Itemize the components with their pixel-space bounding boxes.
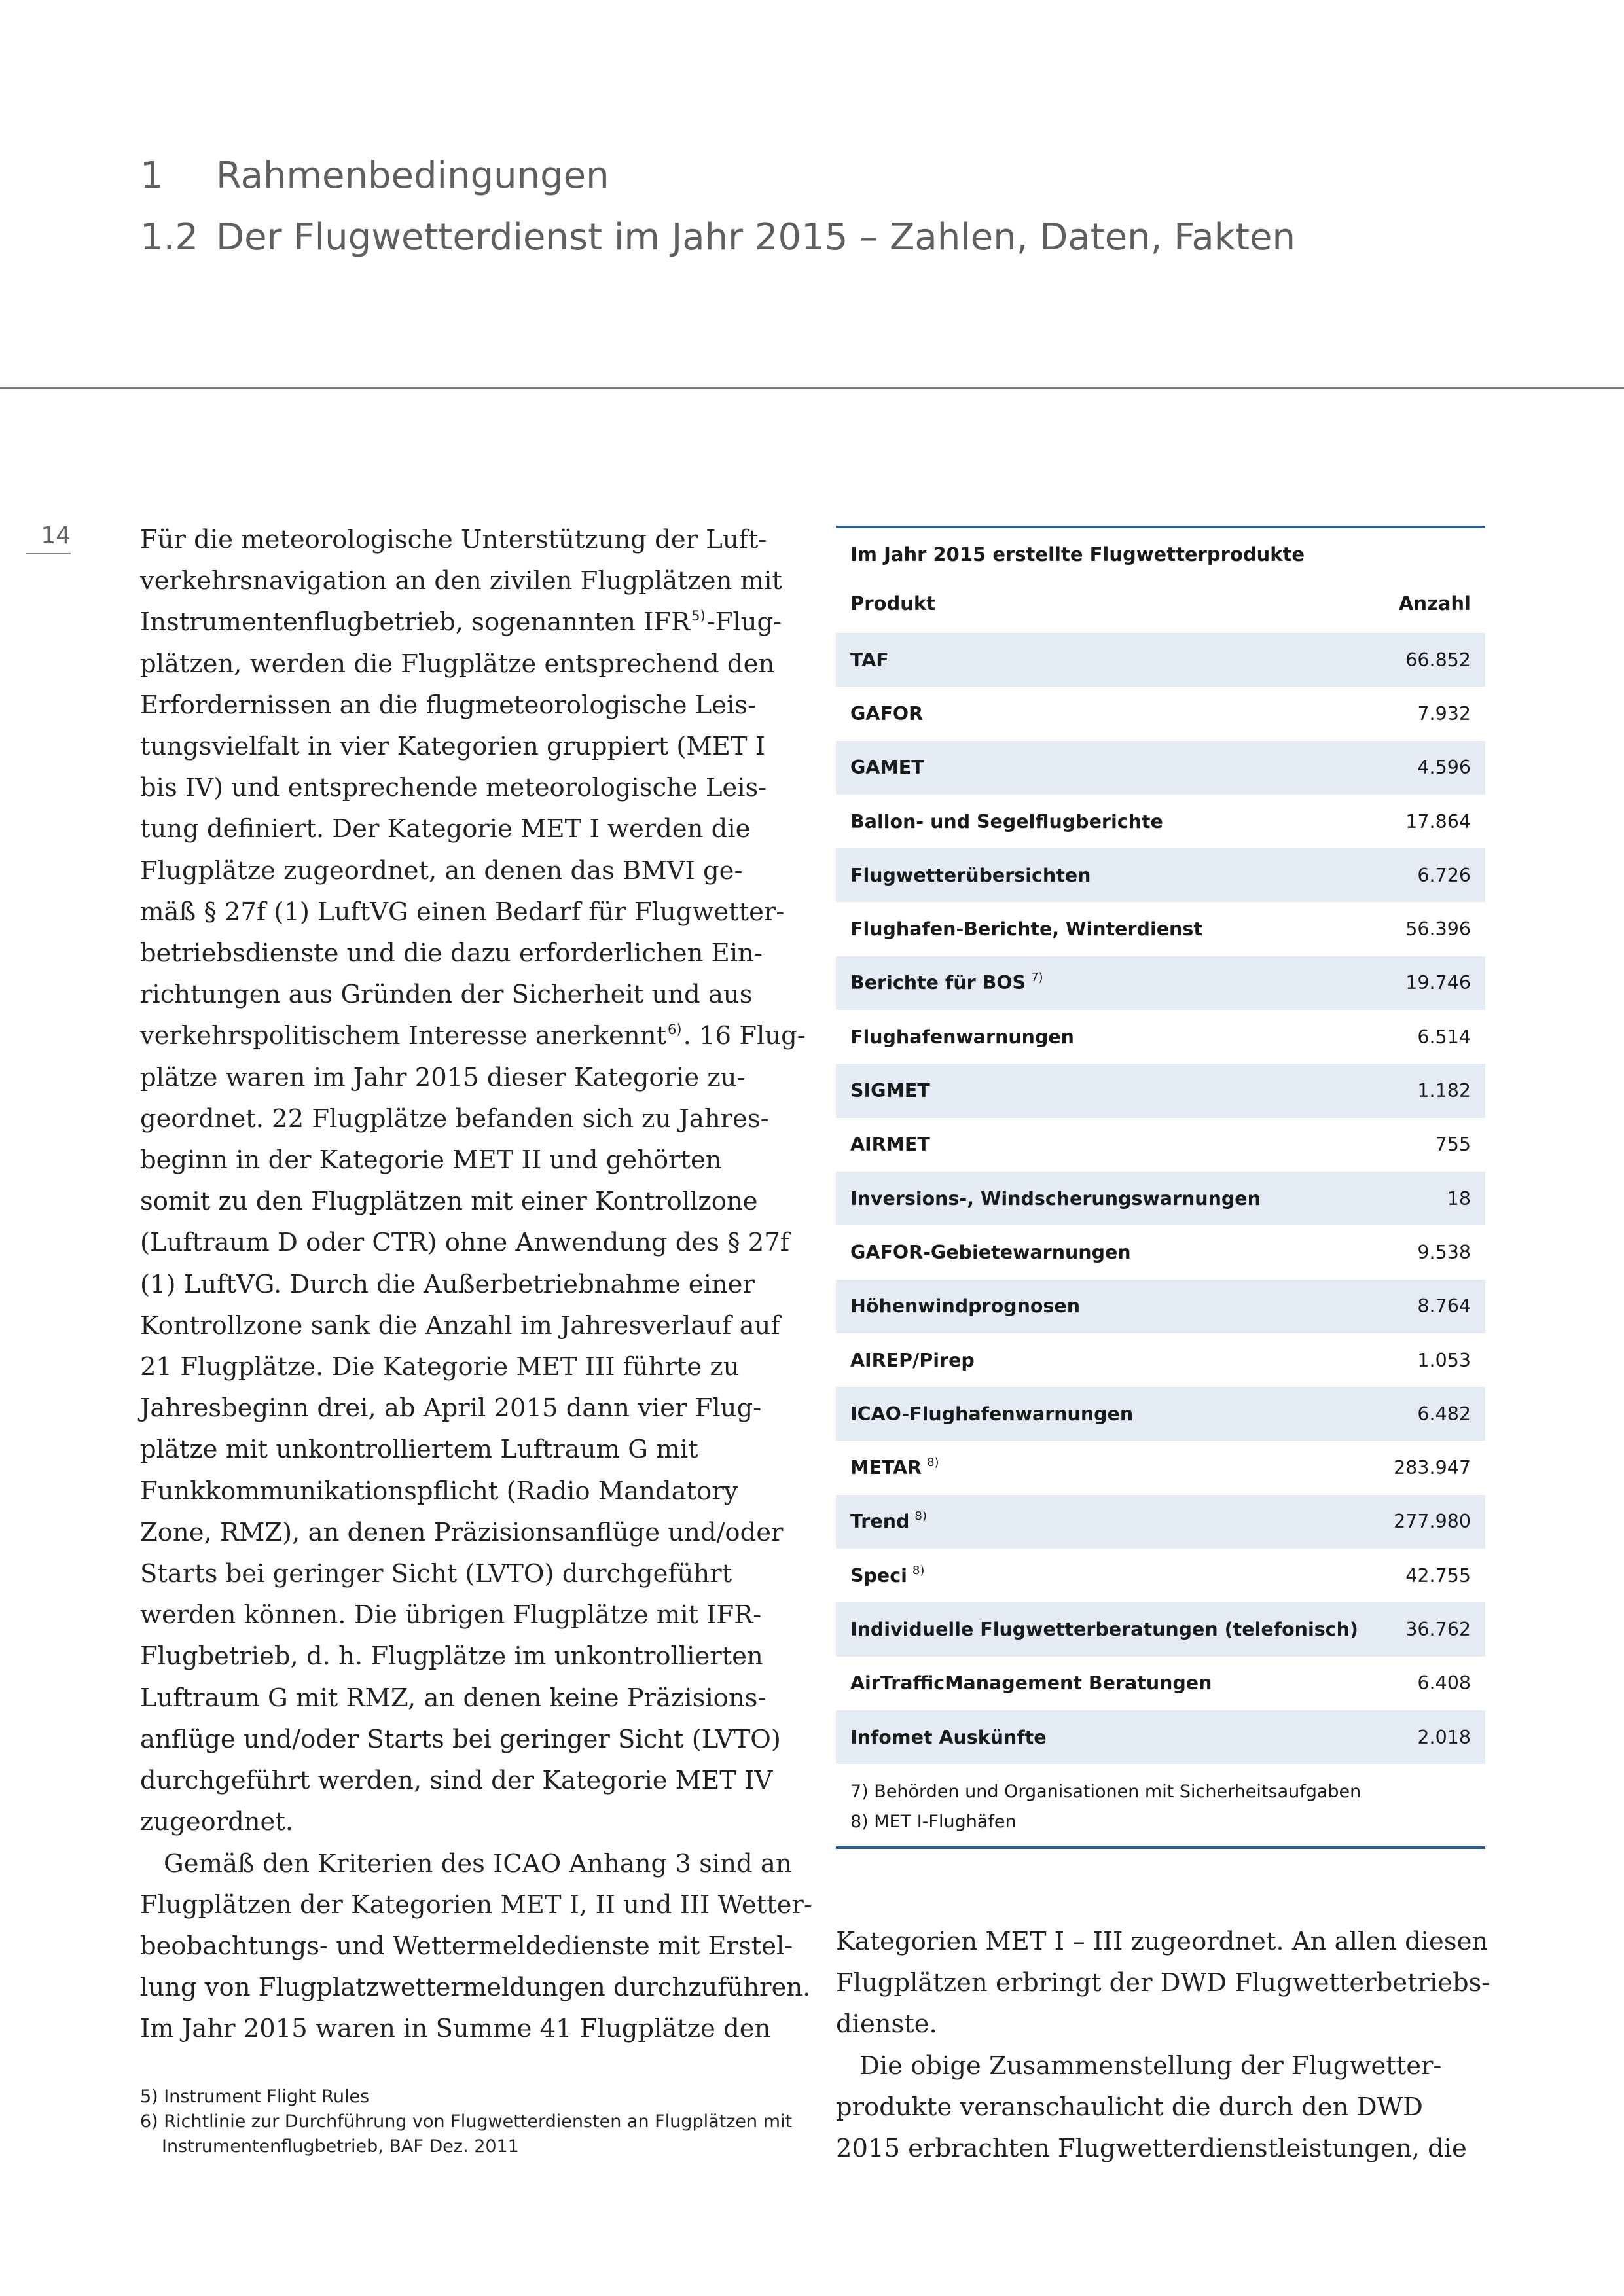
table-row	[836, 1657, 1485, 1710]
table-row	[836, 1710, 1485, 1764]
text-line: verkehrspolitischem Interesse anerkennt$^{6)}$. 16 Flug-	[140, 1021, 806, 1051]
table-row	[836, 1333, 1485, 1387]
product-cell: TAF	[850, 649, 889, 671]
text-line: Gemäß den Kriterien des ICAO Anhang 3 sind an	[164, 1848, 792, 1878]
product-cell: Infomet Auskünfte	[850, 1726, 1047, 1748]
product-cell: Individuelle Flugwetterberatungen (telefonisch)	[850, 1618, 1358, 1640]
table-row	[836, 1118, 1485, 1172]
chapter-title: Rahmenbedingungen	[216, 154, 609, 197]
section-heading	[140, 207, 1515, 268]
products-table	[836, 526, 1485, 1849]
product-cell: AirTrafficManagement Beratungen	[850, 1672, 1212, 1695]
text-line: Jahresbeginn drei, ab April 2015 dann vier Flug-	[140, 1393, 762, 1424]
product-cell: Flugwetterübersichten	[850, 864, 1091, 886]
text-line: durchgeführt werden, sind der Kategorie MET IV	[140, 1766, 773, 1796]
text-line: tung definiert. Der Kategorie MET I werden die	[140, 814, 751, 844]
text-line: 21 Flugplätze. Die Kategorie MET III führte zu	[140, 1352, 740, 1382]
text-line: Starts bei geringer Sicht (LVTO) durchgeführt	[140, 1559, 732, 1589]
text-line: Kontrollzone sank die Anzahl im Jahresverlauf auf	[140, 1310, 780, 1340]
text-line: Luftraum G mit RMZ, an denen keine Präzisions-	[140, 1683, 767, 1713]
table-body	[836, 633, 1485, 1764]
count-cell: 18	[1447, 1187, 1471, 1210]
count-cell: 36.762	[1405, 1618, 1471, 1640]
product-cell: GAFOR-Gebietewarnungen	[850, 1241, 1131, 1263]
table-row	[836, 1387, 1485, 1441]
count-cell: 755	[1435, 1134, 1471, 1156]
product-cell: SIGMET	[850, 1080, 930, 1102]
count-cell: 2.018	[1417, 1726, 1471, 1748]
count-cell: 1.053	[1417, 1349, 1471, 1371]
footnote-ref: 5)	[691, 608, 706, 624]
product-cell: GAMET	[850, 757, 924, 779]
table-row	[836, 633, 1485, 687]
chapter-number: 1	[140, 154, 164, 197]
text-line: 2015 erbrachten Flugwetterdienstleistungen, die	[836, 2134, 1467, 2164]
count-cell: 6.482	[1417, 1403, 1471, 1425]
table-row	[836, 1010, 1485, 1064]
count-cell: 66.852	[1405, 649, 1471, 671]
text-line: Für die meteorologische Unterstützung der Luft-	[140, 525, 767, 554]
section-title: Der Flugwetterdienst im Jahr 2015 – Zahlen, Daten, Fakten	[216, 216, 1295, 259]
text-line: beobachtungs- und Wettermeldedienste mit Erstel-	[140, 1931, 793, 1961]
product-cell: Berichte für BOS $^{7)}$	[850, 971, 1043, 994]
text-line: bis IV) und entsprechende meteorologische Leis-	[140, 773, 767, 803]
count-cell: 1.182	[1417, 1080, 1471, 1102]
column-header-product: Produkt	[850, 592, 936, 615]
text-line: somit zu den Flugplätzen mit einer Kontrollzone	[140, 1187, 758, 1217]
table-notes	[836, 1764, 1485, 1846]
section-number: 1.2	[140, 216, 199, 259]
product-cell: AIRMET	[850, 1134, 930, 1156]
count-cell: 56.396	[1405, 918, 1471, 941]
text-line: Funkkommunikationspflicht (Radio Mandatory	[140, 1476, 738, 1506]
product-cell: Ballon- und Segelflugberichte	[850, 810, 1163, 833]
table-row	[836, 848, 1485, 902]
text-line: Flugplätze zugeordnet, an denen das BMVI ge-	[140, 855, 743, 886]
text-line: mäß § 27f (1) LuftVG einen Bedarf für Flugwetter-	[140, 897, 785, 927]
text-line: Im Jahr 2015 waren in Summe 41 Flugplätze den	[140, 2014, 771, 2044]
table-row	[836, 1441, 1485, 1494]
product-cell: Höhenwindprognosen	[850, 1295, 1081, 1318]
footnote-ref: 8)	[914, 1509, 927, 1524]
page-number: 14	[26, 522, 71, 554]
text-line: Erfordernissen an die flugmeteorologische Leis-	[140, 690, 757, 720]
text-line: verkehrsnavigation an den zivilen Flugplätzen mit	[140, 566, 782, 596]
table-note: 7) Behörden und Organisationen mit Sicherheitsaufgaben	[850, 1782, 1362, 1803]
footnotes	[140, 2085, 827, 2159]
footnote: 6) Richtlinie zur Durchführung von Flugwetterdiensten an Flugplätzen mit	[140, 2111, 793, 2132]
count-cell: 19.746	[1405, 972, 1471, 994]
table-row	[836, 741, 1485, 795]
count-cell: 277.980	[1394, 1511, 1471, 1533]
text-line: tungsvielfalt in vier Kategorien gruppiert (MET I	[140, 732, 766, 762]
text-line: richtungen aus Gründen der Sicherheit und aus	[140, 980, 753, 1010]
footnote-ref: 7)	[1031, 971, 1043, 985]
text-line: betriebsdienste und die dazu erforderlichen Ein-	[140, 939, 763, 969]
table-row	[836, 1602, 1485, 1656]
table-row	[836, 1172, 1485, 1225]
page-header	[140, 145, 1515, 268]
product-cell: Flughafenwarnungen	[850, 1026, 1074, 1048]
column-header-count: Anzahl	[1398, 592, 1471, 615]
text-line: zugeordnet.	[140, 1807, 294, 1837]
count-cell: 9.538	[1417, 1241, 1471, 1263]
right-column-text	[836, 1921, 1497, 2169]
text-line: dienste.	[836, 2009, 937, 2039]
text-line: Flugplätzen der Kategorien MET I, II und III Wetter-	[140, 1890, 812, 1920]
text-line: werden können. Die übrigen Flugplätze mit IFR-	[140, 1600, 762, 1630]
text-line: plätze mit unkontrolliertem Luftraum G mit	[140, 1435, 698, 1465]
text-line: Zone, RMZ), an denen Präzisionsanflüge und/oder	[140, 1517, 784, 1547]
table-note: 8) MET I-Flughäfen	[850, 1812, 1017, 1833]
count-cell: 6.408	[1417, 1672, 1471, 1695]
footnote-ref: 6)	[668, 1022, 682, 1038]
text-line: Die obige Zusammenstellung der Flugwetter-	[859, 2051, 1442, 2081]
table-row	[836, 1064, 1485, 1117]
product-cell: Trend $^{8)}$	[850, 1509, 927, 1533]
text-line: Flugplätzen erbringt der DWD Flugwetterbetriebs-	[836, 1968, 1490, 1998]
footnote-ref: 8)	[912, 1563, 925, 1577]
text-line: Instrumentenflugbetrieb, sogenannten IFR$^{5)}$-Flug-	[140, 607, 782, 637]
footnote-continuation: Instrumentenflugbetrieb, BAF Dez. 2011	[162, 2136, 519, 2157]
count-cell: 6.726	[1417, 864, 1471, 886]
text-line: (1) LuftVG. Durch die Außerbetriebnahme einer	[140, 1269, 755, 1299]
count-cell: 8.764	[1417, 1295, 1471, 1318]
text-line: plätzen, werden die Flugplätze entsprechend den	[140, 649, 775, 679]
table-row	[836, 902, 1485, 956]
text-line: Kategorien MET I – III zugeordnet. An allen diesen	[836, 1927, 1489, 1956]
text-line: (Luftraum D oder CTR) ohne Anwendung des § 27f	[140, 1228, 789, 1258]
count-cell: 42.755	[1405, 1564, 1471, 1587]
text-line: Flugbetrieb, d. h. Flugplätze im unkontrollierten	[140, 1641, 763, 1672]
text-line: beginn in der Kategorie MET II und gehörten	[140, 1145, 722, 1175]
count-cell: 6.514	[1417, 1026, 1471, 1048]
text-line: geordnet. 22 Flugplätze befanden sich zu Jahres-	[140, 1103, 769, 1134]
text-line: plätze waren im Jahr 2015 dieser Kategorie zu-	[140, 1062, 746, 1092]
table-row	[836, 1280, 1485, 1333]
count-cell: 4.596	[1417, 757, 1471, 779]
footnote-ref: 8)	[927, 1456, 939, 1470]
table-header	[836, 581, 1485, 633]
table-row	[836, 1225, 1485, 1279]
product-cell: Inversions-, Windscherungswarnungen	[850, 1187, 1261, 1210]
count-cell: 7.932	[1417, 702, 1471, 725]
count-cell: 17.864	[1405, 810, 1471, 833]
text-line: produkte veranschaulicht die durch den DWD	[836, 2092, 1423, 2122]
table-row	[836, 956, 1485, 1010]
table-title: Im Jahr 2015 erstellte Flugwetterprodukte	[850, 543, 1305, 565]
product-cell: Speci $^{8)}$	[850, 1563, 925, 1587]
text-line: anflüge und/oder Starts bei geringer Sicht (LVTO)	[140, 1724, 781, 1754]
footnote: 5) Instrument Flight Rules	[140, 2087, 370, 2107]
count-cell: 283.947	[1394, 1457, 1471, 1479]
header-divider	[0, 387, 1624, 389]
text-line: lung von Flugplatzwettermeldungen durchzuführen.	[140, 1973, 811, 2003]
product-cell: GAFOR	[850, 702, 924, 725]
product-cell: METAR $^{8)}$	[850, 1456, 939, 1479]
product-cell: AIREP/Pirep	[850, 1349, 975, 1371]
left-column-text	[140, 519, 812, 2050]
product-cell: ICAO-Flughafenwarnungen	[850, 1403, 1134, 1425]
table-row	[836, 1549, 1485, 1602]
table-row	[836, 687, 1485, 740]
product-cell: Flughafen-Berichte, Winterdienst	[850, 918, 1202, 941]
table-row	[836, 795, 1485, 848]
chapter-heading	[140, 145, 1515, 207]
table-row	[836, 1495, 1485, 1549]
